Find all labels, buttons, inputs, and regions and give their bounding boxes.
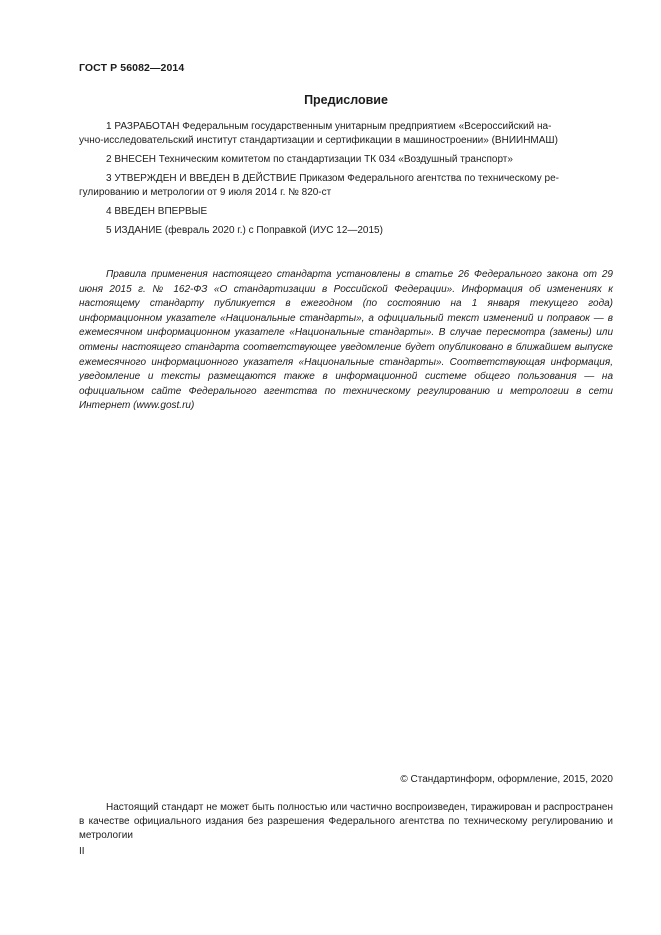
reproduction-rights: Настоящий стандарт не может быть полностью или частично воспроизведен, тиражирован и распространен в качестве официального издания без разрешения Федерального агентства по техническому регулированию и метрологии (79, 802, 613, 841)
copyright-line: © Стандартинформ, оформление, 2015, 2020 (400, 774, 613, 785)
item-lead: 4 ВВЕДЕН ВПЕРВЫЕ (106, 206, 208, 217)
item-text-cont: учно-исследовательский институт стандартизации и сертификации в машиностроении» (ВНИИНМАШ) (79, 135, 558, 146)
item-text-cont: гулированию и метрологии от 9 июля 2014 г. № 820-ст (79, 187, 332, 198)
item-lead: 1 РАЗРАБОТАН (106, 121, 180, 132)
item-text: Приказом Федерального агентства по техническому ре- (299, 173, 559, 184)
item-text: Техническим комитетом по стандартизации ТК 034 «Воздушный транспорт» (158, 154, 513, 165)
item-lead: 3 УТВЕРЖДЕН И ВВЕДЕН В ДЕЙСТВИЕ (106, 173, 297, 184)
page-title: Предисловие (304, 93, 388, 107)
foreword-item-3 (79, 172, 613, 200)
document-code: ГОСТ Р 56082—2014 (79, 62, 185, 74)
application-notice: Правила применения настоящего стандарта установлены в статье 26 Федерального закона от 29 июня 2015 г. № 162-ФЗ «О стандартизации в Российской Федерации». Информация об изменениях к настоящему стандарту публикуется в ежегодном (по состоянию на 1 января текущего года) информационном указателе «Национальные стандарты», а официальный текст изменений и поправок — в ежемесячном информационном указателе «Национальные стандарты». В случае пересмотра (замены) или отмены настоящего стандарта соответствующее уведомление будет опубликовано в ближайшем выпуске ежемесячного информационного указателя «Национальные стандарты». Соответствующая информация, уведомление и тексты размещаются также в информационной системе общего пользования — на официальном сайте Федерального агентства по техническому регулированию и метрологии в сети Интернет (www.gost.ru) (79, 269, 613, 412)
item-lead: 2 ВНЕСЕН (106, 154, 157, 165)
page-number: II (79, 846, 85, 857)
foreword-item-2 (79, 153, 613, 167)
foreword-item-4 (79, 205, 613, 219)
item-text: (февраль 2020 г.) с Поправкой (ИУС 12—2015) (164, 225, 383, 236)
item-text: Федеральным государственным унитарным предприятием «Всероссийский на- (182, 121, 552, 132)
foreword-item-1 (79, 120, 613, 148)
foreword-item-5 (79, 224, 613, 238)
item-lead: 5 ИЗДАНИЕ (106, 225, 163, 236)
